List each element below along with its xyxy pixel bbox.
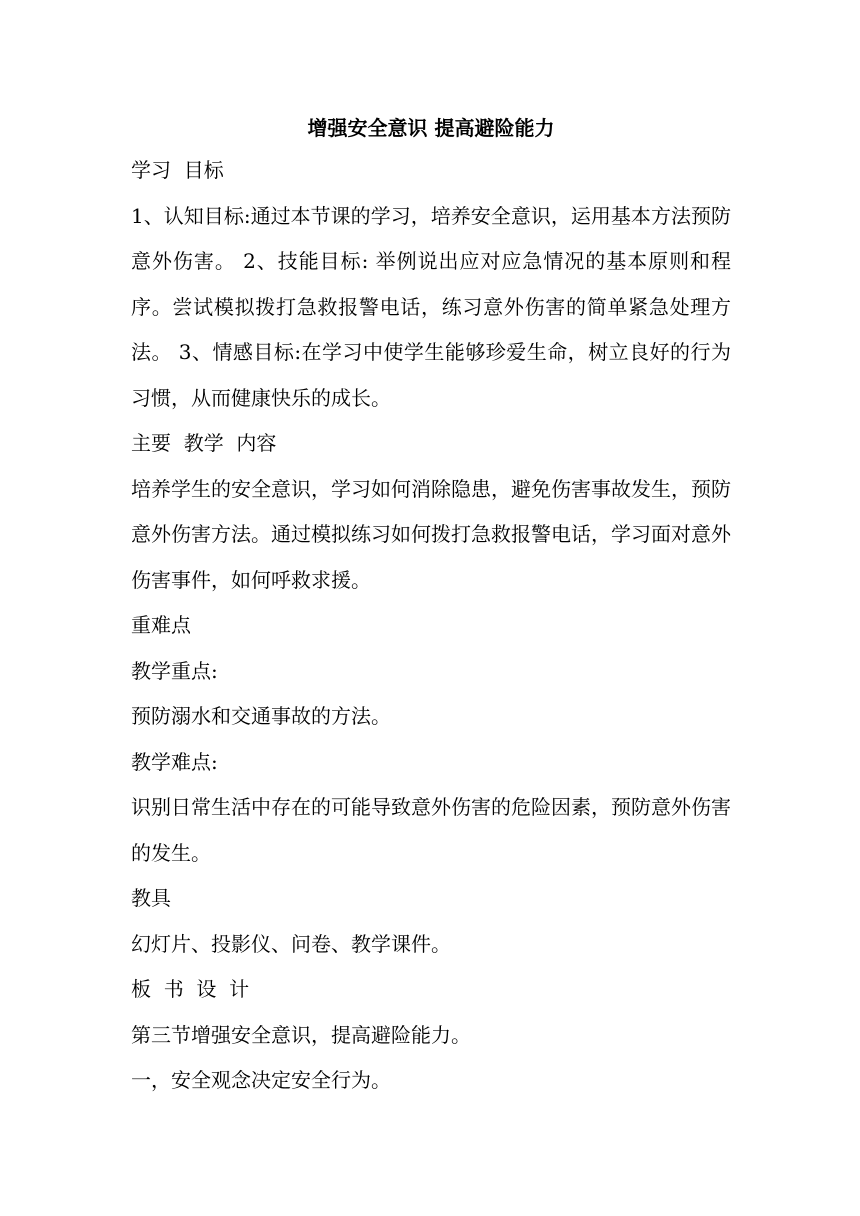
paragraph-difficult-points: 识别日常生活中存在的可能导致意外伤害的危险因素，预防意外伤害的发生。 [131,795,731,865]
heading-learning-objectives: 学习 目标 [131,158,224,182]
document-title: 增强安全意识 提高避险能力 [307,116,555,140]
paragraph-main-content: 培养学生的安全意识，学习如何消除隐患，避免伤害事故发生，预防意外伤害方法。通过模拟练习如何拨打急救报警电话，学习面对意外伤害事件，如何呼救求援。 [131,476,731,592]
heading-teaching-aids: 教具 [131,886,171,910]
paragraph-key-points: 预防溺水和交通事故的方法。 [131,704,391,728]
paragraph-section-title: 第三节增强安全意识，提高避险能力。 [131,1022,471,1047]
document-body [131,108,731,1104]
heading-blackboard-design: 板 书 设 计 [131,977,250,1001]
heading-key-difficult-points: 重难点 [131,613,191,637]
heading-difficult-points: 教学难点: [131,749,218,774]
heading-key-points: 教学重点: [131,658,218,683]
paragraph-point-one: 一，安全观念决定安全行为。 [131,1068,391,1092]
paragraph-objectives: 1、认知目标:通过本节课的学习，培养安全意识，运用基本方法预防意外伤害。 2、技能目标: 举例说出应对应急情况的基本原则和程序。尝试模拟拨打急救报警电话，练习意外伤害的简单紧急处理方法。 3、情感目标:在学习中使学生能够珍爱生命，树立良好的行为习惯，从而健康快乐的成长。 [131,203,731,410]
heading-main-content: 主要 教学 内容 [131,431,277,455]
paragraph-teaching-aids: 幻灯片、投影仪、问卷、教学课件。 [131,931,451,956]
